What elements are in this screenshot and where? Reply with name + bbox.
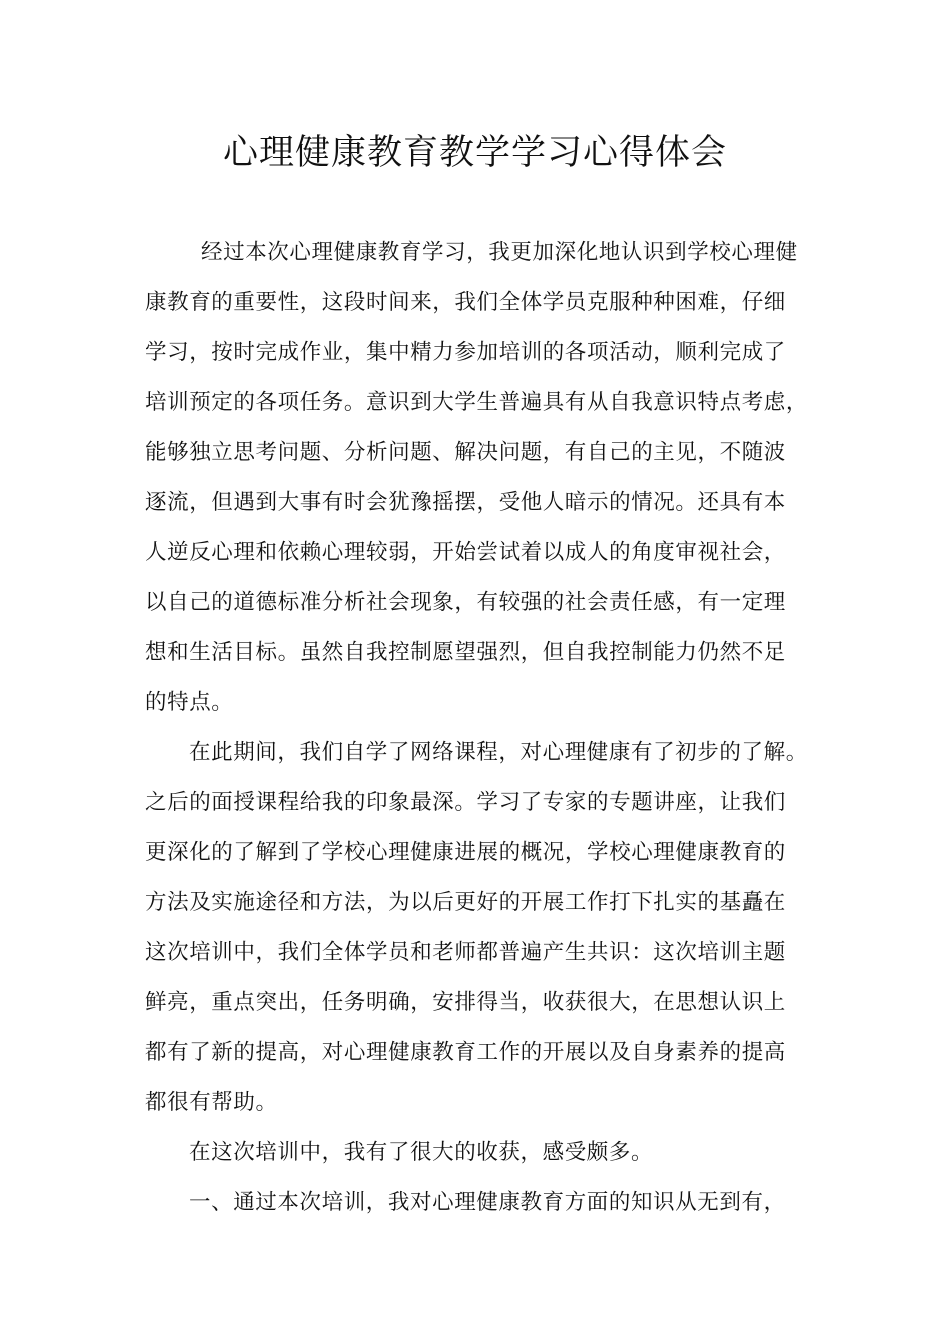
document-body <box>145 228 825 1228</box>
paragraph-1-line-6: 逐流，但遇到大事有时会犹豫摇摆，受他人暗示的情况。还具有本 <box>145 490 786 515</box>
paragraph-2-line-7: 都有了新的提高，对心理健康教育工作的开展以及自身素养的提高 <box>145 1040 786 1065</box>
paragraph-2-line-1: 在此期间，我们自学了网络课程，对心理健康有了初步的了解。 <box>189 740 808 765</box>
paragraph-2-line-3: 更深化的了解到了学校心理健康进展的概况，学校心理健康教育的 <box>145 840 786 865</box>
paragraph-1-line-8: 以自己的道德标准分析社会现象，有较强的社会责任感，有一定理 <box>145 590 786 615</box>
paragraph-1-line-4: 培训预定的各项任务。意识到大学生普遍具有从自我意识特点考虑， <box>145 390 809 415</box>
paragraph-1-line-1: 经过本次心理健康教育学习，我更加深化地认识到学校心理健 <box>201 240 798 265</box>
paragraph-1-line-7: 人逆反心理和依赖心理较弱，开始尝试着以成人的角度审视社会， <box>145 540 786 565</box>
paragraph-1-line-3: 学习，按时完成作业，集中精力参加培训的各项活动，顺利完成了 <box>145 340 786 365</box>
document-title: 心理健康教育教学学习心得体会 <box>222 133 727 173</box>
paragraph-2-line-5: 这次培训中，我们全体学员和老师都普遍产生共识：这次培训主题 <box>145 940 786 965</box>
paragraph-2-line-2: 之后的面授课程给我的印象最深。学习了专家的专题讲座，让我们 <box>145 790 786 815</box>
paragraph-1-line-5: 能够独立思考问题、分析问题、解决问题，有自己的主见，不随波 <box>145 440 786 465</box>
paragraph-2-line-6: 鲜亮，重点突出，任务明确，安排得当，收获很大，在思想认识上 <box>145 990 786 1015</box>
paragraph-3-line-1: 在这次培训中，我有了很大的收获，感受颇多。 <box>189 1140 654 1165</box>
paragraph-4-line-1: 一、通过本次培训，我对心理健康教育方面的知识从无到有， <box>189 1190 786 1215</box>
paragraph-1-line-9: 想和生活目标。虽然自我控制愿望强烈，但自我控制能力仍然不足 <box>145 640 786 665</box>
paragraph-1-line-2: 康教育的重要性，这段时间来，我们全体学员克服种种困难，仔细 <box>145 290 786 315</box>
paragraph-2-line-8: 都很有帮助。 <box>145 1090 278 1115</box>
paragraph-2-line-4: 方法及实施途径和方法，为以后更好的开展工作打下扎实的基矗在 <box>145 890 786 915</box>
paragraph-1-line-10: 的特点。 <box>145 690 234 715</box>
